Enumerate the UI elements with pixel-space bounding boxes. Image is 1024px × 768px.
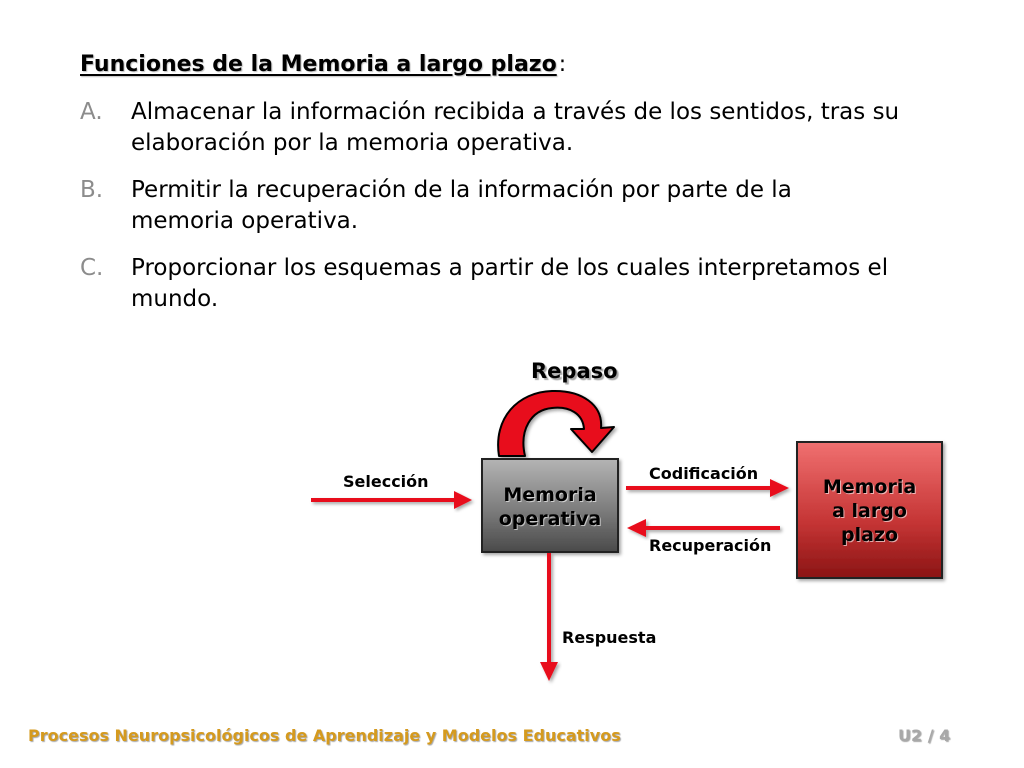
long-term-memory-line3: plazo	[840, 524, 899, 546]
heading-colon: :	[558, 52, 567, 77]
list-item-letter: B.	[80, 177, 104, 203]
working-memory-line2: operativa	[498, 508, 602, 530]
seleccion-arrow	[311, 491, 472, 509]
repaso-label: Repaso	[531, 359, 618, 383]
list-item-letter: A.	[80, 99, 103, 125]
recuperacion-arrow	[627, 519, 780, 537]
footer-course-title: Procesos Neuropsicológicos de Aprendizaje y Modelos Educativos	[28, 726, 621, 745]
list-item-text: Proporcionar los esquemas a partir de los cuales interpretamos el mundo.	[131, 255, 889, 312]
long-term-memory-label	[797, 475, 942, 547]
repaso-loop-arrow	[498, 391, 614, 456]
codificacion-label: Codificación	[649, 464, 759, 483]
working-memory-label	[482, 483, 618, 531]
respuesta-arrow	[540, 553, 558, 681]
respuesta-label: Respuesta	[562, 628, 657, 647]
heading-text: Funciones de la Memoria a largo plazo	[80, 52, 557, 77]
recuperacion-label: Recuperación	[649, 536, 772, 555]
list-item-text: Permitir la recuperación de la información por parte de la memoria operativa.	[131, 177, 792, 234]
long-term-memory-line1: Memoria	[822, 476, 917, 498]
footer-page-number: U2 / 4	[898, 726, 951, 745]
list-item-letter: C.	[80, 255, 104, 281]
seleccion-label: Selección	[343, 472, 429, 491]
list-item-text: Almacenar la información recibida a través de los sentidos, tras su elaboración por la memoria operativa.	[131, 99, 900, 156]
working-memory-line1: Memoria	[503, 484, 597, 506]
long-term-memory-line2: a largo	[832, 500, 907, 522]
